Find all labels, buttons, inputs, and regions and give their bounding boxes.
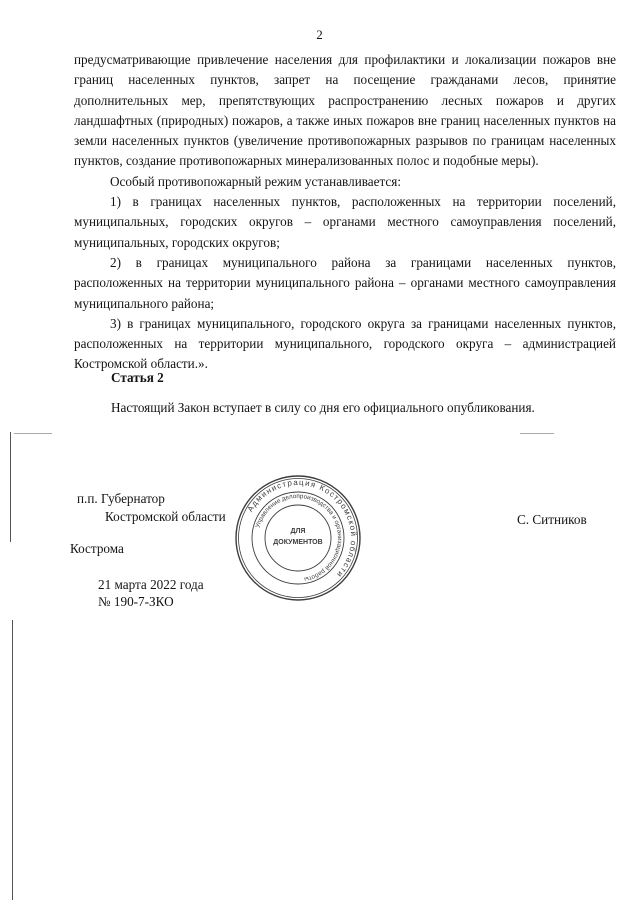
signatory-region: Костромской области — [105, 509, 226, 524]
continuation-paragraph: предусматривающие привлечение населения для профилактики и локализации пожаров вне границ населенных пунктов, запрет на посещение гражданами лесов, принятие дополнительных мер, препятствующих распространению лесных пожаров и других ландшафтных (природных) пожаров, а также иных пожаров вне границ населенных пунктов на земли населенных пунктов (увеличение противопожарных разрывов по границам населенных пунктов, создание противопожарных минерализованных полос и подобные меры). — [74, 52, 616, 169]
seal-center-line2: ДОКУМЕНТОВ — [273, 539, 323, 546]
law-number: № 190-7-ЗКО — [98, 594, 174, 609]
regime-intro: Особый противопожарный режим устанавливается: — [110, 173, 402, 189]
document-body — [74, 50, 616, 375]
city: Кострома — [70, 541, 124, 556]
official-seal — [234, 474, 362, 602]
scan-edge-line — [12, 620, 13, 900]
regime-item-1: 1) в границах населенных пунктов, расположенных на территории поселений, муниципальных, городских округов – органами местного самоуправления поселений, муниципальных, городских округов; — [74, 194, 616, 250]
regime-item-2: 2) в границах муниципального района за границами населенных пунктов, расположенных на территории муниципального района – органами местного самоуправления муниципального района; — [74, 254, 616, 311]
signatory-name: С. Ситников — [517, 512, 587, 527]
seal-outer-text: Администрация Костромской области — [245, 477, 359, 580]
effect-clause: Настоящий Закон вступает в силу со дня его официального опубликования. — [111, 400, 535, 415]
scan-dash-line — [14, 433, 52, 434]
scan-dash-line — [520, 433, 554, 434]
regime-item-3: 3) в границах муниципального, городского округа за границами населенных пунктов, расположенных на территории муниципального, городского округа – администрацией Костромской области.». — [74, 315, 616, 372]
signatory-title: п.п. Губернатор — [77, 491, 165, 506]
article-heading: Статья 2 — [111, 370, 164, 385]
law-date: 21 марта 2022 года — [98, 577, 204, 592]
seal-inner-text: Управление делопроизводства и организационной работы — [254, 492, 344, 583]
page-number: 2 — [316, 27, 323, 42]
scan-edge-line — [10, 432, 11, 542]
seal-center-line1: ДЛЯ — [290, 528, 306, 535]
